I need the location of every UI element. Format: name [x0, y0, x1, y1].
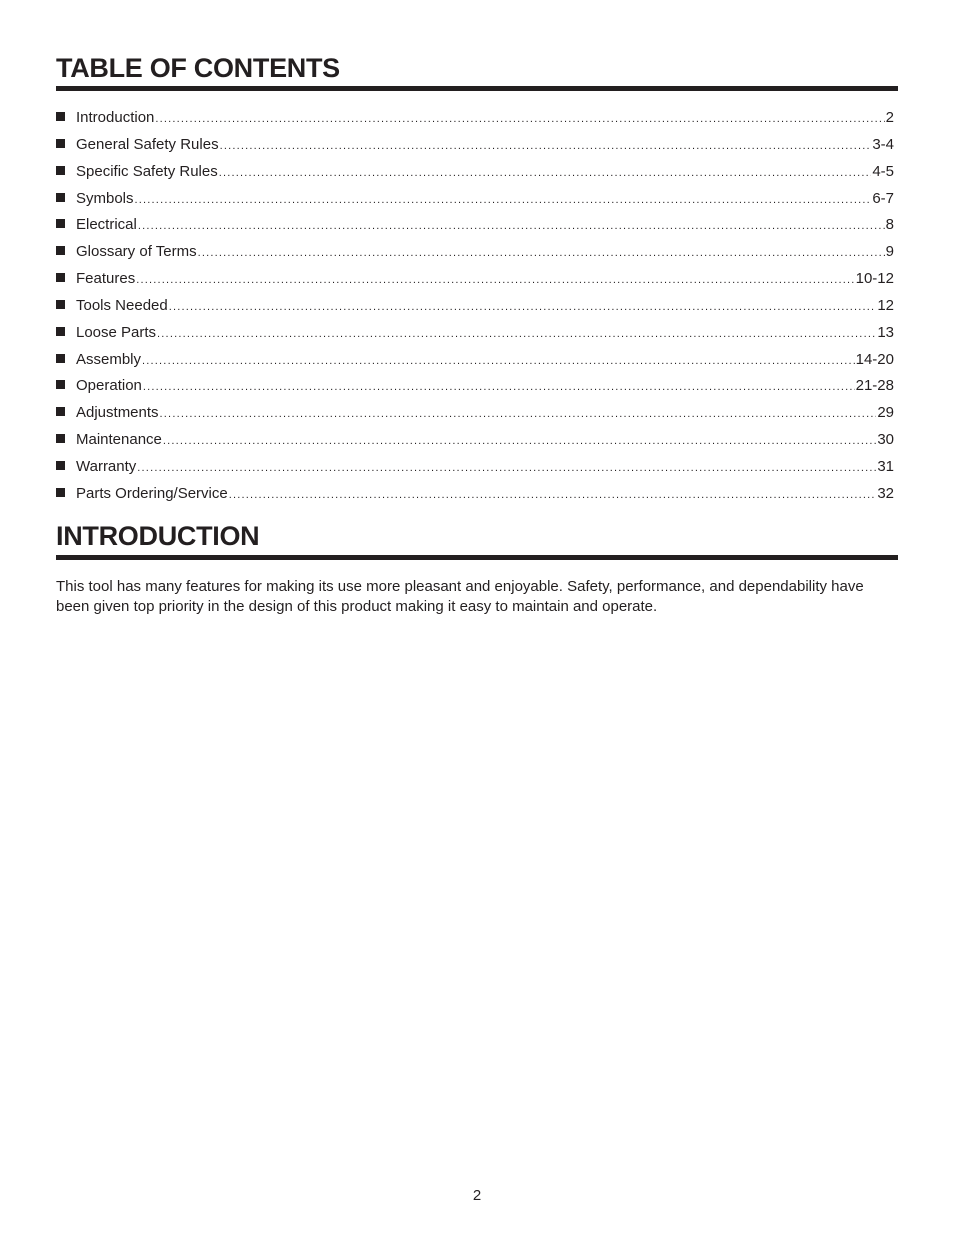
toc-item-page: 14-20 — [855, 350, 894, 368]
square-bullet-icon — [56, 354, 65, 363]
toc-dot-leader — [198, 242, 885, 264]
toc-dot-leader — [135, 189, 872, 211]
square-bullet-icon — [56, 407, 65, 416]
toc-item-page: 30 — [877, 431, 894, 449]
toc-dot-leader — [169, 296, 877, 318]
toc-item-label: Adjustments — [76, 404, 159, 422]
page-number: 2 — [472, 1187, 482, 1204]
toc-item[interactable] — [56, 268, 894, 295]
toc-dot-leader — [163, 430, 876, 452]
toc-heading: TABLE OF CONTENTS — [56, 53, 340, 83]
toc-list — [56, 107, 894, 510]
toc-item[interactable] — [56, 402, 894, 429]
toc-item[interactable] — [56, 375, 894, 402]
toc-item-label: Glossary of Terms — [76, 243, 197, 261]
toc-item[interactable] — [56, 322, 894, 349]
toc-dot-leader — [160, 403, 877, 425]
toc-item[interactable] — [56, 349, 894, 376]
toc-item[interactable] — [56, 456, 894, 483]
toc-item-label: Parts Ordering/Service — [76, 484, 228, 502]
toc-item-page: 32 — [877, 484, 894, 502]
toc-item-label: Symbols — [76, 189, 134, 207]
toc-item-label: Introduction — [76, 109, 155, 126]
square-bullet-icon — [56, 461, 65, 470]
introduction-heading-rule — [56, 555, 898, 560]
square-bullet-icon — [56, 434, 65, 443]
toc-item-label: Operation — [76, 377, 142, 395]
toc-item-page: 29 — [877, 404, 894, 422]
toc-item[interactable] — [56, 214, 894, 241]
toc-item-label: Specific Safety Rules — [76, 162, 218, 180]
toc-item[interactable] — [56, 429, 894, 456]
square-bullet-icon — [56, 273, 65, 282]
toc-dot-leader — [136, 269, 854, 291]
toc-item[interactable] — [56, 483, 894, 510]
toc-item-page: 10-12 — [855, 270, 894, 288]
toc-dot-leader — [155, 108, 884, 130]
toc-item-page: 4-5 — [872, 162, 894, 180]
square-bullet-icon — [56, 488, 65, 497]
square-bullet-icon — [56, 166, 65, 175]
toc-item-page: 6-7 — [872, 189, 894, 207]
toc-item-label: Warranty — [76, 457, 137, 475]
toc-dot-leader — [138, 215, 885, 237]
toc-item[interactable] — [56, 188, 894, 215]
square-bullet-icon — [56, 139, 65, 148]
toc-item[interactable] — [56, 134, 894, 161]
introduction-paragraph: This tool has many features for making its use more pleasant and enjoyable. Safety, performance, and dependability have been given top priority in the design of this product making it easy to maintain and operate. — [56, 578, 864, 615]
toc-dot-leader — [137, 457, 876, 479]
square-bullet-icon — [56, 380, 65, 389]
toc-dot-leader — [142, 350, 855, 372]
square-bullet-icon — [56, 193, 65, 202]
toc-item-page: 2 — [885, 109, 894, 126]
square-bullet-icon — [56, 327, 65, 336]
introduction-heading: INTRODUCTION — [56, 521, 260, 551]
toc-dot-leader — [229, 484, 877, 506]
toc-item[interactable] — [56, 295, 894, 322]
toc-dot-leader — [219, 162, 872, 184]
toc-item-label: Electrical — [76, 216, 137, 234]
toc-dot-leader — [143, 376, 855, 398]
toc-item-label: General Safety Rules — [76, 135, 219, 153]
toc-item-page: 13 — [877, 323, 894, 341]
toc-item-page: 3-4 — [872, 135, 894, 153]
toc-item[interactable] — [56, 107, 894, 134]
toc-item-label: Maintenance — [76, 431, 162, 449]
toc-item-page: 31 — [877, 457, 894, 475]
square-bullet-icon — [56, 300, 65, 309]
toc-item-label: Assembly — [76, 350, 142, 368]
toc-heading-rule — [56, 86, 898, 91]
square-bullet-icon — [56, 112, 65, 121]
toc-item-page: 8 — [885, 216, 894, 234]
toc-item-label: Tools Needed — [76, 296, 168, 314]
toc-item-page: 12 — [877, 296, 894, 314]
toc-item-page: 21-28 — [855, 377, 894, 395]
toc-dot-leader — [157, 323, 876, 345]
toc-item-page: 9 — [885, 243, 894, 261]
toc-item[interactable] — [56, 161, 894, 188]
toc-item-label: Features — [76, 270, 136, 288]
toc-item[interactable] — [56, 241, 894, 268]
toc-item-label: Loose Parts — [76, 323, 157, 341]
square-bullet-icon — [56, 219, 65, 228]
square-bullet-icon — [56, 246, 65, 255]
toc-dot-leader — [220, 135, 872, 157]
